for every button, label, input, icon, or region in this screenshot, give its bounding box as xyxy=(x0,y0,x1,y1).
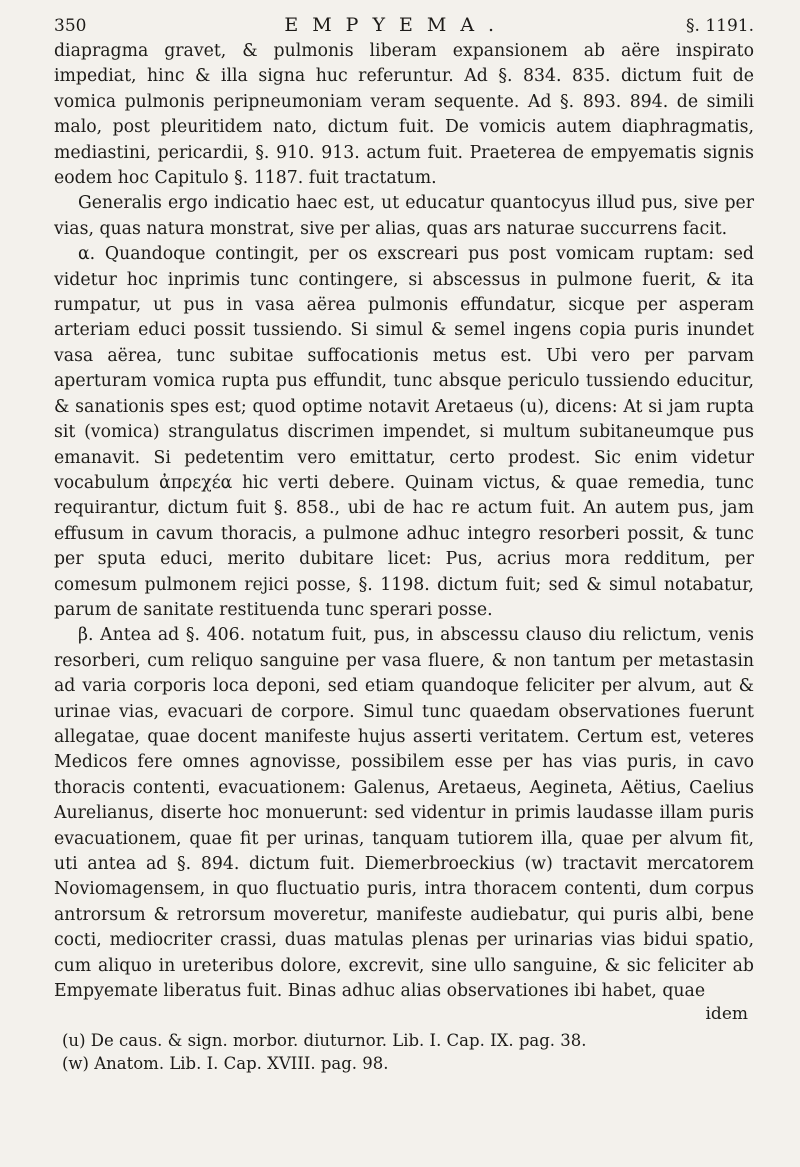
footnote: (u) De caus. & sign. morbor. diuturnor. Lib. I. Cap. IX. pag. 38. xyxy=(62,1031,587,1051)
running-title: EMPYEMA. xyxy=(284,14,509,36)
paragraph: Generalis ergo indicatio haec est, ut educatur quantocyus illud pus, sive per vias, quas natura monstrat, sive per alias, quas ars naturae succurrens facit. xyxy=(54,193,754,239)
section-number: §. 1191. xyxy=(686,16,754,36)
running-head xyxy=(54,14,754,37)
body-text xyxy=(54,39,754,1004)
footnotes xyxy=(54,1029,754,1075)
footnote: (w) Anatom. Lib. I. Cap. XVIII. pag. 98. xyxy=(62,1054,389,1074)
catchword: idem xyxy=(705,1004,748,1025)
paragraph: diapragma gravet, & pulmonis liberam expansionem ab aëre inspirato impediat, hinc & illa signa huc referuntur. Ad §. 834. 835. dictum fuit de vomica pulmonis peripneumoniam veram sequente. Ad §. 893. 894. de simili malo, post pleuritidem nato, dictum fuit. De vomicis autem diaphragmatis, mediastini, pericardii, §. 910. 913. actum fuit. Praeterea de empyematis signis eodem hoc Capitulo §. 1187. fuit tractatum. xyxy=(54,41,754,189)
paragraph: β. Antea ad §. 406. notatum fuit, pus, in abscessu clauso diu relictum, venis resorberi, cum reliquo sanguine per vasa fluere, & non tantum per metastasin ad varia corporis loca deponi, sed etiam quandoque feliciter per alvum, aut & urinae vias, evacuari de corpore. Simul tunc quaedam observationes fuerunt allegatae, quae docent manifeste hujus asserti veritatem. Certum est, veteres Medicos fere omnes agnovisse, possibilem esse per has vias puris, in cavo thoracis contenti, evacuationem: Galenus, Aretaeus, Aegineta, Aëtius, Caelius Aurelianus, diserte hoc monuerunt: sed videntur in primis laudasse illam puris evacuationem, quae fit per urinas, tanquam tutiorem illa, quae per alvum fit, uti antea ad §. 894. dictum fuit. Diemerbroeckius (w) tractavit mercatorem Noviomagensem, in quo fluctuatio puris, intra thoracem contenti, dum corpus antrorsum & retrorsum moveretur, manifeste audiebatur, qui puris albi, bene cocti, mediocriter crassi, duas matulas plenas per urinarias vias bidui spatio, cum aliquo in ureteribus dolore, excrevit, sine ullo sanguine, & sic feliciter ab Empyemate liberatus fuit. Binas adhuc alias observationes ibi habet, quae xyxy=(54,625,754,1002)
paragraph: α. Quandoque contingit, per os exscreari pus post vomicam ruptam: sed videtur hoc inprimis tunc contingere, si abscessus in pulmone fuerit, & ita rumpatur, ut pus in vasa aërea pulmonis effundatur, sicque per asperam arteriam educi possit tussiendo. Si simul & semel ingens copia puris inundet vasa aërea, tunc subitae suffocationis metus est. Ubi vero per parvam aperturam vomica rupta pus effundit, tunc absque periculo tussiendo educitur, & sanationis spes est; quod optime notavit Aretaeus (u), dicens: At si jam rupta sit (vomica) strangulatus discrimen impendet, si multum subitaneumque pus emanavit. Si pedetentim vero emittatur, certo prodest. Sic enim videtur vocabulum ἀπρεχέα hic verti debere. Quinam victus, & quae remedia, tunc requirantur, dictum fuit §. 858., ubi de hac re actum fuit. An autem pus, jam effusum in cavum thoracis, a pulmone adhuc integro resorberi possit, & tunc per sputa educi, merito dubitare licet: Pus, acrius mora redditum, per comesum pulmonem rejici posse, §. 1198. dictum fuit; sed & simul notabatur, parum de sanitate restituenda tunc sperari posse. xyxy=(54,244,754,620)
page-number: 350 xyxy=(54,16,87,36)
